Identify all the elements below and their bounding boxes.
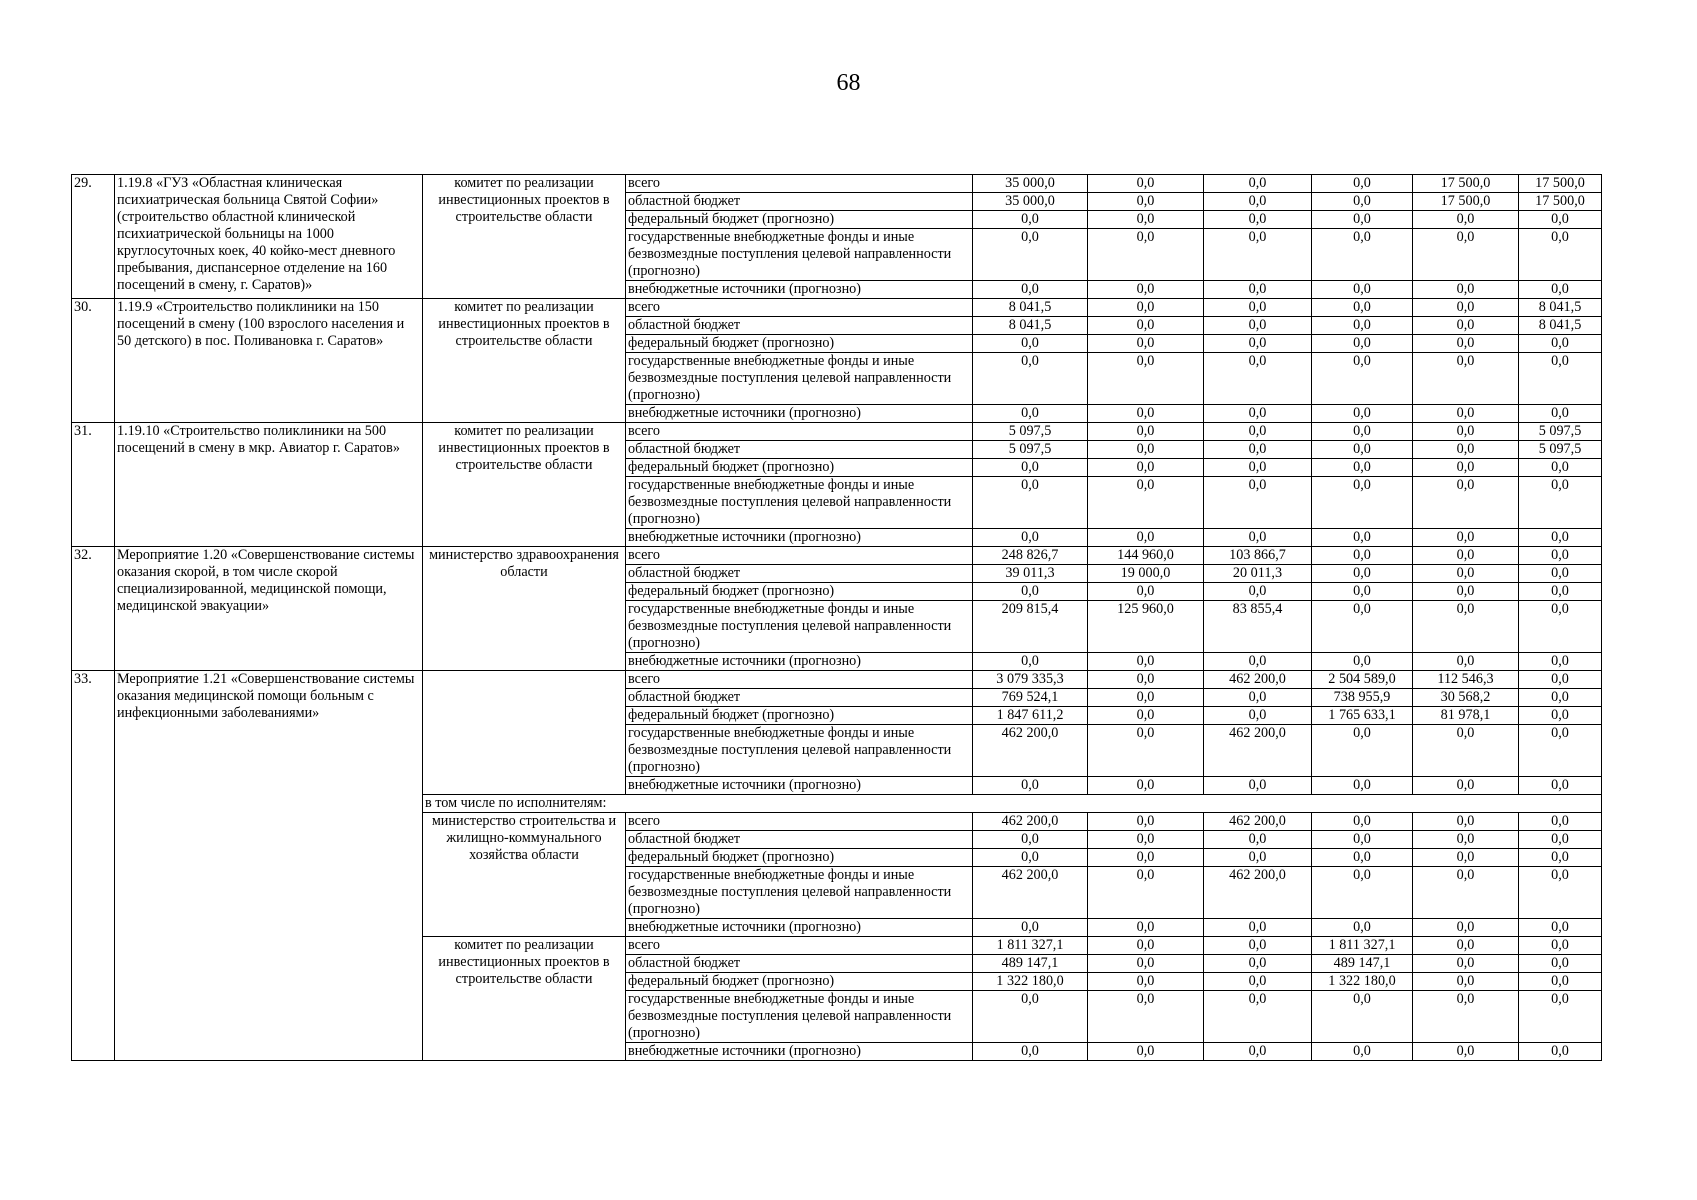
responsible-executor: комитет по реализации инвестиционных проектов в строительстве области <box>423 175 626 299</box>
amount-cell: 0,0 <box>1204 405 1312 423</box>
amount-cell: 0,0 <box>1519 405 1602 423</box>
amount-cell: 462 200,0 <box>1204 813 1312 831</box>
amount-cell: 0,0 <box>1413 477 1519 529</box>
amount-cell: 1 811 327,1 <box>1312 937 1413 955</box>
amount-cell: 0,0 <box>1088 653 1204 671</box>
amount-cell: 0,0 <box>1088 867 1204 919</box>
measure-title: 1.19.8 «ГУЗ «Областная клиническая психиатрическая больница Святой Софии» (строительство областной клинической психиатрической больницы на 1000 круглосуточных коек, 40 койко-мест дневного пребывания, диспансерное отделение на 160 посещений в смену, г. Саратов)» <box>115 175 423 299</box>
responsible-executor: министерство здравоохранения области <box>423 547 626 671</box>
amount-cell: 0,0 <box>1204 831 1312 849</box>
funding-source: областной бюджет <box>626 441 973 459</box>
funding-source: всего <box>626 671 973 689</box>
amount-cell: 8 041,5 <box>973 299 1088 317</box>
amount-cell: 0,0 <box>1204 529 1312 547</box>
amount-cell: 0,0 <box>1312 1043 1413 1061</box>
amount-cell: 2 504 589,0 <box>1312 671 1413 689</box>
amount-cell: 462 200,0 <box>973 813 1088 831</box>
amount-cell: 0,0 <box>1088 299 1204 317</box>
amount-cell: 0,0 <box>1204 937 1312 955</box>
amount-cell: 17 500,0 <box>1413 193 1519 211</box>
amount-cell: 0,0 <box>1204 653 1312 671</box>
amount-cell: 0,0 <box>1204 707 1312 725</box>
amount-cell: 0,0 <box>1413 299 1519 317</box>
amount-cell: 0,0 <box>1413 653 1519 671</box>
amount-cell: 248 826,7 <box>973 547 1088 565</box>
funding-source: федеральный бюджет (прогнозно) <box>626 583 973 601</box>
amount-cell: 0,0 <box>1088 725 1204 777</box>
amount-cell: 0,0 <box>1204 281 1312 299</box>
funding-source: внебюджетные источники (прогнозно) <box>626 405 973 423</box>
amount-cell: 0,0 <box>973 777 1088 795</box>
amount-cell: 209 815,4 <box>973 601 1088 653</box>
amount-cell: 0,0 <box>1204 193 1312 211</box>
amount-cell: 0,0 <box>1312 813 1413 831</box>
amount-cell: 0,0 <box>1088 689 1204 707</box>
amount-cell: 0,0 <box>1204 849 1312 867</box>
amount-cell: 0,0 <box>1088 973 1204 991</box>
amount-cell: 0,0 <box>1312 211 1413 229</box>
amount-cell: 0,0 <box>1204 175 1312 193</box>
amount-cell: 0,0 <box>1088 335 1204 353</box>
amount-cell: 20 011,3 <box>1204 565 1312 583</box>
funding-source: федеральный бюджет (прогнозно) <box>626 335 973 353</box>
amount-cell: 5 097,5 <box>1519 423 1602 441</box>
amount-cell: 0,0 <box>1088 955 1204 973</box>
funding-source: всего <box>626 547 973 565</box>
amount-cell: 0,0 <box>1413 601 1519 653</box>
amount-cell: 462 200,0 <box>973 867 1088 919</box>
amount-cell: 0,0 <box>1204 335 1312 353</box>
funding-source: всего <box>626 813 973 831</box>
amount-cell: 0,0 <box>1204 441 1312 459</box>
amount-cell: 0,0 <box>1519 849 1602 867</box>
amount-cell: 0,0 <box>1413 423 1519 441</box>
table-body <box>72 175 1602 1061</box>
amount-cell: 0,0 <box>1204 1043 1312 1061</box>
amount-cell: 0,0 <box>1413 459 1519 477</box>
funding-source: внебюджетные источники (прогнозно) <box>626 919 973 937</box>
amount-cell: 0,0 <box>1088 193 1204 211</box>
amount-cell: 0,0 <box>973 653 1088 671</box>
amount-cell: 0,0 <box>1519 919 1602 937</box>
amount-cell: 0,0 <box>1204 459 1312 477</box>
amount-cell: 0,0 <box>1312 405 1413 423</box>
amount-cell: 0,0 <box>1312 353 1413 405</box>
amount-cell: 0,0 <box>1519 229 1602 281</box>
table-row <box>72 547 1602 565</box>
table-row <box>72 299 1602 317</box>
amount-cell: 0,0 <box>1312 565 1413 583</box>
amount-cell: 1 811 327,1 <box>973 937 1088 955</box>
amount-cell: 0,0 <box>1312 335 1413 353</box>
funding-table <box>71 174 1602 1061</box>
amount-cell: 0,0 <box>1312 441 1413 459</box>
funding-source: областной бюджет <box>626 689 973 707</box>
amount-cell: 125 960,0 <box>1088 601 1204 653</box>
funding-source: федеральный бюджет (прогнозно) <box>626 459 973 477</box>
responsible-executor: комитет по реализации инвестиционных проектов в строительстве области <box>423 937 626 1061</box>
funding-source: областной бюджет <box>626 955 973 973</box>
amount-cell: 0,0 <box>1413 547 1519 565</box>
amount-cell: 0,0 <box>1088 671 1204 689</box>
funding-source: государственные внебюджетные фонды и иные безвозмездные поступления целевой направленности (прогнозно) <box>626 601 973 653</box>
row-number: 30. <box>72 299 115 423</box>
amount-cell: 0,0 <box>1413 867 1519 919</box>
amount-cell: 0,0 <box>1204 973 1312 991</box>
amount-cell: 0,0 <box>973 229 1088 281</box>
amount-cell: 0,0 <box>1088 317 1204 335</box>
amount-cell: 0,0 <box>973 459 1088 477</box>
amount-cell: 0,0 <box>1519 583 1602 601</box>
amount-cell: 0,0 <box>973 919 1088 937</box>
amount-cell: 144 960,0 <box>1088 547 1204 565</box>
amount-cell: 0,0 <box>1088 1043 1204 1061</box>
amount-cell: 0,0 <box>1413 441 1519 459</box>
funding-source: государственные внебюджетные фонды и иные безвозмездные поступления целевой направленности (прогнозно) <box>626 477 973 529</box>
amount-cell: 8 041,5 <box>1519 299 1602 317</box>
amount-cell: 30 568,2 <box>1413 689 1519 707</box>
amount-cell: 0,0 <box>1413 849 1519 867</box>
amount-cell: 1 847 611,2 <box>973 707 1088 725</box>
amount-cell: 0,0 <box>1519 459 1602 477</box>
amount-cell: 0,0 <box>1088 353 1204 405</box>
measure-title: 1.19.9 «Строительство поликлиники на 150 посещений в смену (100 взрослого населения и 50 детского) в пос. Поливановка г. Саратов» <box>115 299 423 423</box>
amount-cell: 1 765 633,1 <box>1312 707 1413 725</box>
amount-cell: 0,0 <box>1088 529 1204 547</box>
amount-cell: 0,0 <box>1312 299 1413 317</box>
amount-cell: 0,0 <box>1088 405 1204 423</box>
amount-cell: 0,0 <box>1312 529 1413 547</box>
responsible-executor: комитет по реализации инвестиционных проектов в строительстве области <box>423 299 626 423</box>
funding-source: государственные внебюджетные фонды и иные безвозмездные поступления целевой направленности (прогнозно) <box>626 991 973 1043</box>
amount-cell: 489 147,1 <box>1312 955 1413 973</box>
funding-source: внебюджетные источники (прогнозно) <box>626 777 973 795</box>
amount-cell: 0,0 <box>1204 353 1312 405</box>
funding-source: внебюджетные источники (прогнозно) <box>626 529 973 547</box>
amount-cell: 0,0 <box>1413 281 1519 299</box>
amount-cell: 0,0 <box>1413 529 1519 547</box>
amount-cell: 0,0 <box>1413 405 1519 423</box>
amount-cell: 0,0 <box>1088 583 1204 601</box>
amount-cell: 0,0 <box>1312 653 1413 671</box>
amount-cell: 0,0 <box>1312 601 1413 653</box>
amount-cell: 0,0 <box>1519 725 1602 777</box>
amount-cell: 0,0 <box>973 281 1088 299</box>
amount-cell: 8 041,5 <box>1519 317 1602 335</box>
amount-cell: 0,0 <box>1519 211 1602 229</box>
amount-cell: 0,0 <box>1519 973 1602 991</box>
amount-cell: 0,0 <box>1519 353 1602 405</box>
amount-cell: 0,0 <box>1312 919 1413 937</box>
amount-cell: 0,0 <box>973 849 1088 867</box>
amount-cell: 0,0 <box>1312 777 1413 795</box>
amount-cell: 0,0 <box>1519 867 1602 919</box>
row-number: 33. <box>72 671 115 1061</box>
amount-cell: 17 500,0 <box>1519 175 1602 193</box>
amount-cell: 0,0 <box>1088 919 1204 937</box>
amount-cell: 0,0 <box>1204 583 1312 601</box>
amount-cell: 0,0 <box>1204 211 1312 229</box>
amount-cell: 0,0 <box>1088 849 1204 867</box>
funding-source: федеральный бюджет (прогнозно) <box>626 849 973 867</box>
amount-cell: 0,0 <box>1312 423 1413 441</box>
amount-cell: 0,0 <box>1204 919 1312 937</box>
amount-cell: 0,0 <box>1519 777 1602 795</box>
row-number: 32. <box>72 547 115 671</box>
amount-cell: 0,0 <box>1312 477 1413 529</box>
funding-source: государственные внебюджетные фонды и иные безвозмездные поступления целевой направленности (прогнозно) <box>626 229 973 281</box>
amount-cell: 0,0 <box>1519 547 1602 565</box>
amount-cell: 0,0 <box>1312 193 1413 211</box>
amount-cell: 0,0 <box>973 405 1088 423</box>
amount-cell: 5 097,5 <box>973 441 1088 459</box>
amount-cell: 462 200,0 <box>1204 671 1312 689</box>
measure-title: Мероприятие 1.21 «Совершенствование системы оказания медицинской помощи больным с инфекционными заболеваниями» <box>115 671 423 1061</box>
amount-cell: 0,0 <box>1413 991 1519 1043</box>
amount-cell: 0,0 <box>973 353 1088 405</box>
amount-cell: 0,0 <box>1312 281 1413 299</box>
amount-cell: 0,0 <box>1088 707 1204 725</box>
amount-cell: 0,0 <box>1204 423 1312 441</box>
amount-cell: 1 322 180,0 <box>1312 973 1413 991</box>
amount-cell: 0,0 <box>1413 565 1519 583</box>
amount-cell: 0,0 <box>1204 317 1312 335</box>
responsible-executor: комитет по реализации инвестиционных проектов в строительстве области <box>423 423 626 547</box>
amount-cell: 0,0 <box>1413 919 1519 937</box>
amount-cell: 462 200,0 <box>1204 867 1312 919</box>
amount-cell: 0,0 <box>1519 813 1602 831</box>
amount-cell: 0,0 <box>1413 725 1519 777</box>
amount-cell: 0,0 <box>1204 299 1312 317</box>
amount-cell: 8 041,5 <box>973 317 1088 335</box>
funding-source: государственные внебюджетные фонды и иные безвозмездные поступления целевой направленности (прогнозно) <box>626 867 973 919</box>
amount-cell: 0,0 <box>1204 777 1312 795</box>
amount-cell: 0,0 <box>1413 353 1519 405</box>
amount-cell: 0,0 <box>1088 459 1204 477</box>
funding-source: всего <box>626 937 973 955</box>
amount-cell: 0,0 <box>1519 707 1602 725</box>
amount-cell: 0,0 <box>1519 831 1602 849</box>
amount-cell: 35 000,0 <box>973 175 1088 193</box>
amount-cell: 0,0 <box>1519 529 1602 547</box>
funding-source: областной бюджет <box>626 193 973 211</box>
row-number: 29. <box>72 175 115 299</box>
amount-cell: 1 322 180,0 <box>973 973 1088 991</box>
amount-cell: 0,0 <box>1312 317 1413 335</box>
executors-label: в том числе по исполнителям: <box>423 795 1602 813</box>
amount-cell: 0,0 <box>1312 867 1413 919</box>
amount-cell: 0,0 <box>1088 937 1204 955</box>
amount-cell: 0,0 <box>1413 777 1519 795</box>
funding-source: федеральный бюджет (прогнозно) <box>626 211 973 229</box>
amount-cell: 0,0 <box>1312 175 1413 193</box>
funding-source: внебюджетные источники (прогнозно) <box>626 653 973 671</box>
amount-cell: 0,0 <box>1088 175 1204 193</box>
table-row <box>72 671 1602 689</box>
amount-cell: 0,0 <box>1519 937 1602 955</box>
amount-cell: 35 000,0 <box>973 193 1088 211</box>
amount-cell: 0,0 <box>1519 601 1602 653</box>
amount-cell: 0,0 <box>1413 813 1519 831</box>
amount-cell: 738 955,9 <box>1312 689 1413 707</box>
amount-cell: 0,0 <box>973 477 1088 529</box>
amount-cell: 3 079 335,3 <box>973 671 1088 689</box>
amount-cell: 0,0 <box>1519 281 1602 299</box>
amount-cell: 0,0 <box>973 1043 1088 1061</box>
amount-cell: 19 000,0 <box>1088 565 1204 583</box>
amount-cell: 0,0 <box>973 335 1088 353</box>
amount-cell: 0,0 <box>1519 955 1602 973</box>
funding-source: областной бюджет <box>626 565 973 583</box>
amount-cell: 83 855,4 <box>1204 601 1312 653</box>
amount-cell: 0,0 <box>1312 547 1413 565</box>
amount-cell: 5 097,5 <box>973 423 1088 441</box>
amount-cell: 0,0 <box>1312 583 1413 601</box>
responsible-executor: министерство строительства и жилищно-коммунального хозяйства области <box>423 813 626 937</box>
funding-source: областной бюджет <box>626 317 973 335</box>
amount-cell: 0,0 <box>1204 689 1312 707</box>
amount-cell: 462 200,0 <box>973 725 1088 777</box>
amount-cell: 0,0 <box>1413 317 1519 335</box>
amount-cell: 462 200,0 <box>1204 725 1312 777</box>
funding-source: внебюджетные источники (прогнозно) <box>626 1043 973 1061</box>
amount-cell: 0,0 <box>1413 973 1519 991</box>
amount-cell: 0,0 <box>973 583 1088 601</box>
page-number: 68 <box>836 70 861 96</box>
funding-source: государственные внебюджетные фонды и иные безвозмездные поступления целевой направленности (прогнозно) <box>626 725 973 777</box>
amount-cell: 0,0 <box>1519 1043 1602 1061</box>
amount-cell: 0,0 <box>1519 477 1602 529</box>
funding-source: внебюджетные источники (прогнозно) <box>626 281 973 299</box>
measure-title: 1.19.10 «Строительство поликлиники на 500 посещений в смену в мкр. Авиатор г. Саратов» <box>115 423 423 547</box>
amount-cell: 0,0 <box>1088 777 1204 795</box>
amount-cell: 0,0 <box>1088 813 1204 831</box>
amount-cell: 103 866,7 <box>1204 547 1312 565</box>
amount-cell: 0,0 <box>973 211 1088 229</box>
amount-cell: 0,0 <box>1413 335 1519 353</box>
amount-cell: 0,0 <box>1088 991 1204 1043</box>
amount-cell: 0,0 <box>1413 1043 1519 1061</box>
responsible-executor <box>423 671 626 795</box>
amount-cell: 17 500,0 <box>1519 193 1602 211</box>
amount-cell: 0,0 <box>1088 441 1204 459</box>
amount-cell: 0,0 <box>1413 211 1519 229</box>
amount-cell: 769 524,1 <box>973 689 1088 707</box>
amount-cell: 0,0 <box>1204 477 1312 529</box>
amount-cell: 0,0 <box>1413 229 1519 281</box>
amount-cell: 0,0 <box>1519 335 1602 353</box>
amount-cell: 112 546,3 <box>1413 671 1519 689</box>
amount-cell: 0,0 <box>1413 955 1519 973</box>
funding-source: всего <box>626 299 973 317</box>
amount-cell: 39 011,3 <box>973 565 1088 583</box>
amount-cell: 0,0 <box>973 991 1088 1043</box>
amount-cell: 0,0 <box>1312 229 1413 281</box>
funding-source: областной бюджет <box>626 831 973 849</box>
amount-cell: 0,0 <box>1413 831 1519 849</box>
amount-cell: 0,0 <box>1519 671 1602 689</box>
funding-source: государственные внебюджетные фонды и иные безвозмездные поступления целевой направленности (прогнозно) <box>626 353 973 405</box>
funding-source: всего <box>626 423 973 441</box>
amount-cell: 0,0 <box>1088 281 1204 299</box>
amount-cell: 0,0 <box>1519 689 1602 707</box>
amount-cell: 0,0 <box>1204 991 1312 1043</box>
amount-cell: 5 097,5 <box>1519 441 1602 459</box>
amount-cell: 0,0 <box>1088 831 1204 849</box>
funding-source: всего <box>626 175 973 193</box>
amount-cell: 0,0 <box>1312 831 1413 849</box>
amount-cell: 0,0 <box>1312 725 1413 777</box>
measure-title: Мероприятие 1.20 «Совершенствование системы оказания скорой, в том числе скорой специализированной, медицинской помощи, медицинской эвакуации» <box>115 547 423 671</box>
amount-cell: 0,0 <box>1312 849 1413 867</box>
amount-cell: 81 978,1 <box>1413 707 1519 725</box>
amount-cell: 0,0 <box>1519 565 1602 583</box>
row-number: 31. <box>72 423 115 547</box>
amount-cell: 0,0 <box>1088 423 1204 441</box>
amount-cell: 17 500,0 <box>1413 175 1519 193</box>
amount-cell: 0,0 <box>1519 653 1602 671</box>
amount-cell: 0,0 <box>1204 955 1312 973</box>
amount-cell: 0,0 <box>1088 477 1204 529</box>
amount-cell: 0,0 <box>1312 991 1413 1043</box>
amount-cell: 489 147,1 <box>973 955 1088 973</box>
amount-cell: 0,0 <box>973 831 1088 849</box>
funding-source: федеральный бюджет (прогнозно) <box>626 707 973 725</box>
amount-cell: 0,0 <box>1413 583 1519 601</box>
table-row <box>72 423 1602 441</box>
amount-cell: 0,0 <box>1088 211 1204 229</box>
table-row <box>72 175 1602 193</box>
amount-cell: 0,0 <box>1413 937 1519 955</box>
amount-cell: 0,0 <box>1519 991 1602 1043</box>
amount-cell: 0,0 <box>1204 229 1312 281</box>
amount-cell: 0,0 <box>1088 229 1204 281</box>
amount-cell: 0,0 <box>1312 459 1413 477</box>
funding-source: федеральный бюджет (прогнозно) <box>626 973 973 991</box>
amount-cell: 0,0 <box>973 529 1088 547</box>
